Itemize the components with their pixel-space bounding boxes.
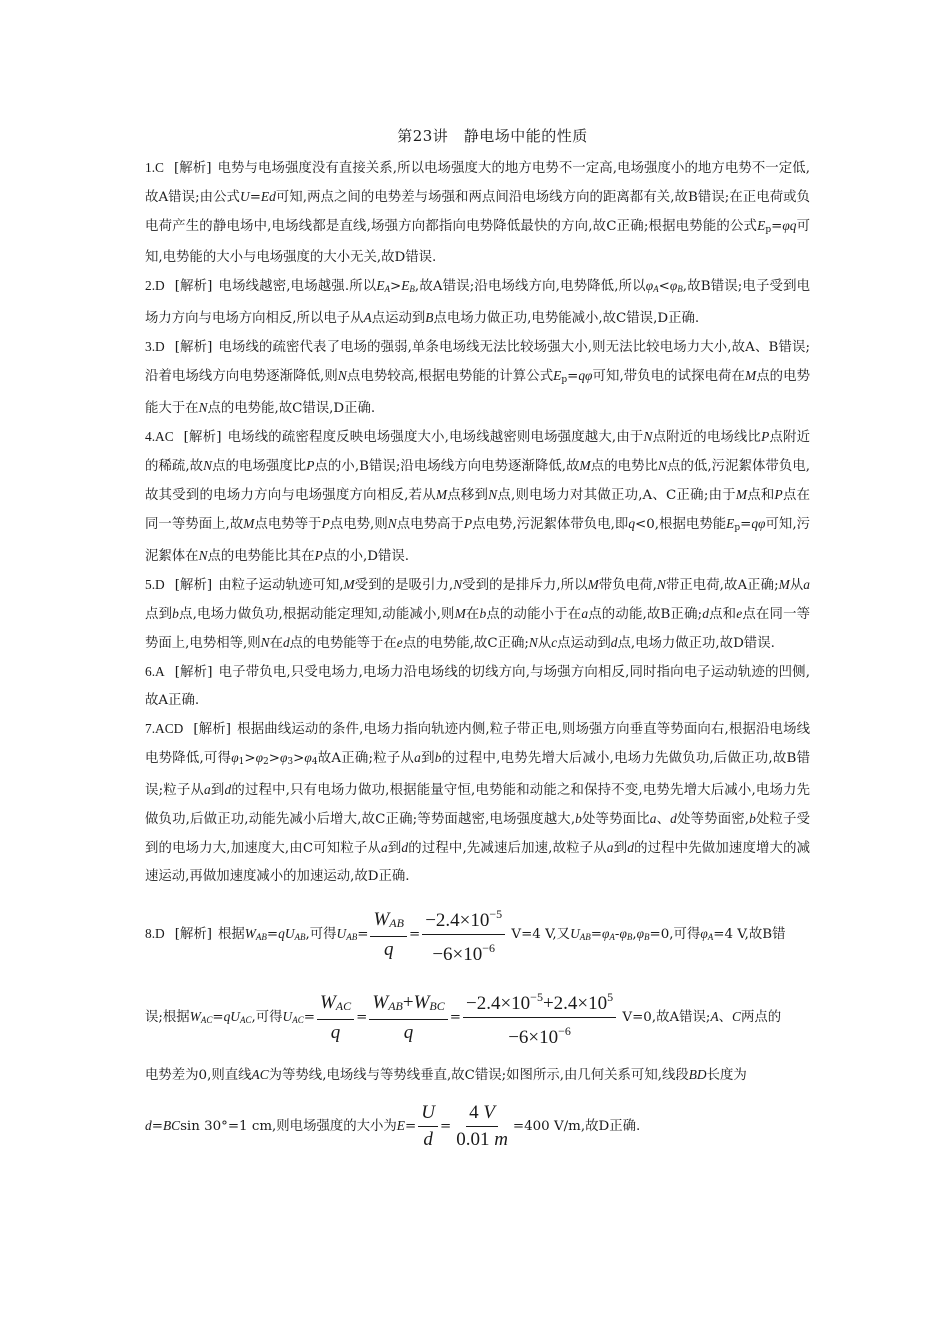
answer-8: 8.D [解析] 根据$W_{AB}=qU_{AB}$,可得$U_{AB}=$ $\frac{W_{AB}}{q}$ = $\frac{-2.4\times 10^{-5}}{-6\times 10^{-6}}$ V=4 V,又$U_{AB}=\varphi_A-\varphi_B,\varphi_B=0$,可得$\varphi_A=4$ V,故B错 xyxy=(145,903,810,966)
answer-3: 3.D [解析] 电场线的疏密代表了电场的强弱,单条电场线无法比较场强大小,则无法比较电场力大小,故A、B错误;沿着电场线方向电势逐渐降低,则N点电势较高,根据电势能的计算公式$E_p=q\varphi$可知,带负电的试探电荷在M点的电势能大于在N点的电势能,故C错误,D正确. xyxy=(145,339,810,416)
answer-8-cont-3: d=BCsin 30°=1 cm,则电场强度的大小为E= $\frac{U}{d}$ = $\frac{4 V}{0.01 m}$ =400 V/m,故D正确. xyxy=(145,1102,641,1150)
answer-7: 7.ACD [解析] 根据曲线运动的条件,电场力指向轨迹内侧,粒子带正电,则场强方向垂直等势面向右,根据沿电场线电势降低,可得$\varphi_1>\varphi_2>\varphi_3>\varphi_4$故A正确;粒子从a到b的过程中,电势先增大后减小,电场力先做负功,后做正功,故B错误;粒子从a到d的过程中,只有电场力做功,根据能量守恒,电势能和动能之和保持不变,电势先增大后减小,电场力先做负功,后做正功,动能先减小后增大,故C正确;等势面越密,电场强度越大,b处等势面比a、d处等势面密,b处粒子受到的电场力大,加速度大,由C可知粒子从a到d的过程中,先减速后加速,故粒子从a到d的过程中先做加速度增大的减速运动,再做加速度减小的加速运动,故D正确. xyxy=(145,721,811,884)
answer-8-cont-1: 误;根据$W_{AC}=qU_{AC}$,可得$U_{AC}=$ $\frac{W_{AC}}{q}$ = $\frac{W_{AB}+W_{BC}}{q}$ = $\frac{-2.4\times 10^{-5}+2.4\times 10^5}{-6\times 10^{-6}}$ V=0,故A错误;A、C两点的 xyxy=(145,986,810,1049)
fraction-wab-wbc-over-q: $\frac{W_{AB}+W_{BC}}{q}$ xyxy=(369,992,447,1044)
answer-5: 5.D [解析] 由粒子运动轨迹可知,M受到的是吸引力,N受到的是排斥力,所以M带负电荷,N带正电荷,故A正确;M从a点到b点,电场力做负功,根据动能定理知,动能减小,则M在b点的动能小于在a点的动能,故B正确;d点和e点在同一等势面上,电势相等,则N在d点的电势能等于在e点的电势能,故C正确;N从c点运动到d点,电场力做正功,故D错误. xyxy=(145,577,811,651)
answer-8-cont-2: 电势差为0,则直线AC为等势线,电场线与等势线垂直,故C错误;如图所示,由几何关系可知,线段BD长度为 xyxy=(145,1067,747,1083)
fraction-4v-over-001m: $\frac{4 V}{0.01 m}$ xyxy=(456,1102,508,1150)
answer-2: 2.D [解析] 电场线越密,电场越强.所以$E_A>E_B$,故A错误;沿电场线方向,电势降低,所以$\varphi_A<\varphi_B$,故B错误;电子受到电场力方向与电场方向相反,所以电子从A点运动到B点电场力做正功,电势能减小,故C错误,D正确. xyxy=(145,278,811,326)
fraction-wac-over-q: $\frac{W_{AC}}{q}$ xyxy=(317,992,354,1044)
fraction-u-over-d: $\frac{U}{d}$ xyxy=(418,1102,438,1151)
answer-4: 4.AC [解析] 电场线的疏密程度反映电场强度大小,电场线越密则电场强度越大,由于N点附近的电场线比P点附近的稀疏,故N点的电场强度比P点的小,B错误;沿电场线方向电势逐渐降低,故M点的电势比N点的低,污泥絮体带负电,故其受到的电场力方向与电场强度方向相反,若从M点移到N点,则电场力对其做正功,A、C正确;由于M点和P点在同一等势面上,故M点电势等于P点电势,则N点电势高于P点电势,污泥絮体带负电,即q<0,根据电势能$E_p=q\varphi$可知,污泥絮体在N点的电势能比其在P点的小,D错误. xyxy=(145,429,811,564)
fraction-value-1: $\frac{-2.4\times 10^{-5}}{-6\times 10^{-6}}$ xyxy=(422,903,505,966)
document-page xyxy=(145,125,810,1151)
fraction-value-2: $\frac{-2.4\times 10^{-5}+2.4\times 10^5}{-6\times 10^{-6}}$ xyxy=(463,986,616,1049)
page-title: 第23讲 静电场中能的性质 xyxy=(397,127,588,145)
fraction-wab-over-q: $\frac{W_{AB}}{q}$ xyxy=(370,909,407,961)
answer-6: 6.A [解析] 电子带负电,只受电场力,电场力沿电场线的切线方向,与场强方向相反,同时指向电子运动轨迹的凹侧,故A正确. xyxy=(145,664,810,708)
answer-1: 1.C [解析] 电势与电场强度没有直接关系,所以电场强度大的地方电势不一定高,电场强度小的地方电势不一定低,故A错误;由公式U=Ed可知,两点之间的电势差与场强和两点间沿电场线方向的距离都有关,故B错误;在正电荷或负电荷产生的静电场中,电场线都是直线,场强方向都指向电势降低最快的方向,故C正确;根据电势能的公式$E_p=\varphi q$可知,电势能的大小与电场强度的大小无关,故D错误. xyxy=(145,160,810,265)
